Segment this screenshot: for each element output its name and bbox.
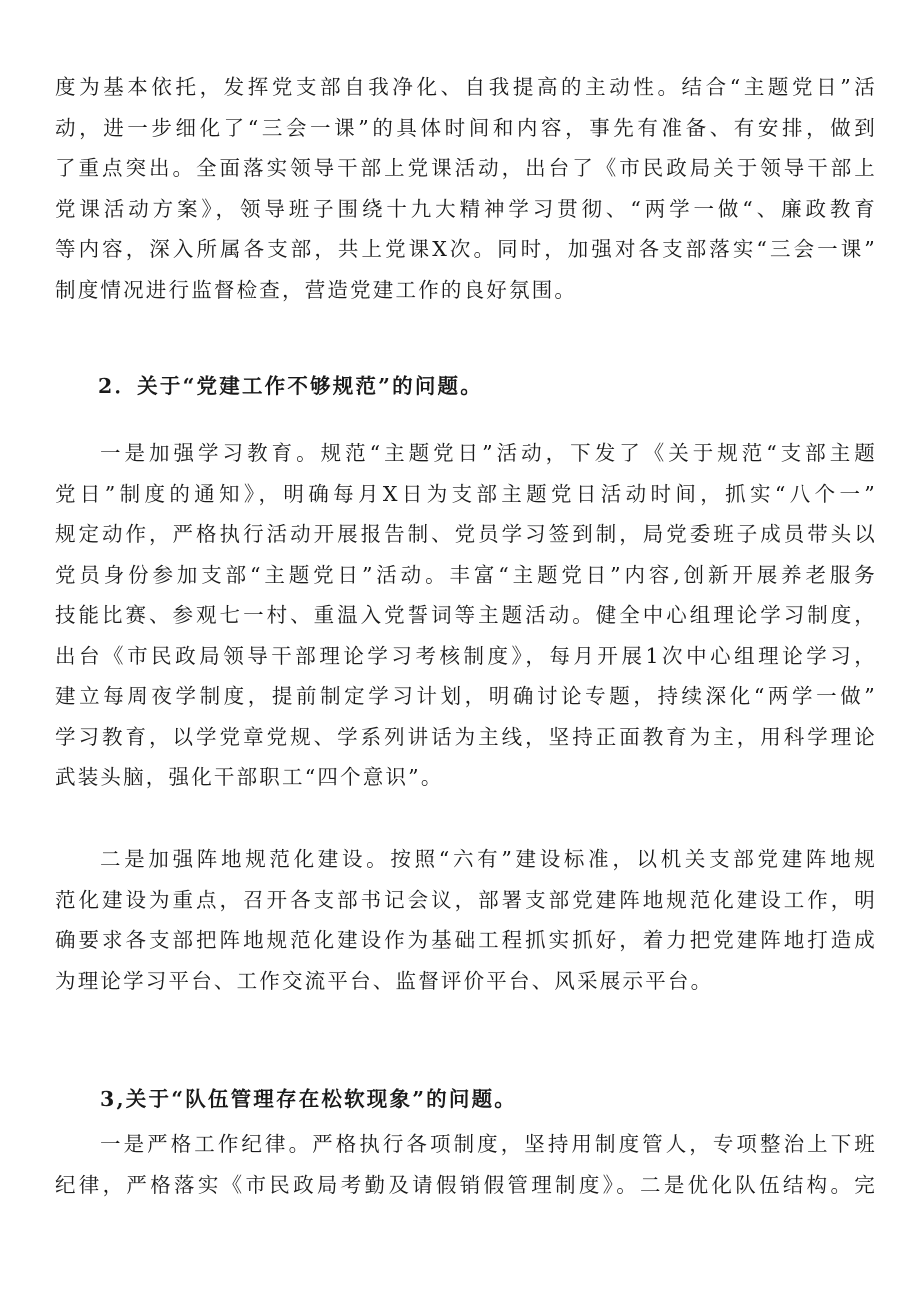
paragraph-line: 等内容，深入所属各支部，共上党课X次。同时，加强对各支部落实“三会一课”	[55, 237, 877, 261]
paragraph-line: 出台《市民政局领导干部理论学习考核制度》，每月开展1次中心组理论学习，	[55, 643, 877, 668]
paragraph-line: 度为基本依托，发挥党支部自我净化、自我提高的主动性。结合“主题党日”活	[55, 75, 877, 99]
paragraph-line: 党员身份参加支部“主题党日”活动。丰富“主题党日”内容,创新开展养老服务	[55, 562, 877, 587]
paragraph-line: 为理论学习平台、工作交流平台、监督评价平台、风采展示平台。	[55, 968, 714, 993]
paragraph-line: 动，进一步细化了“三会一课”的具体时间和内容，事先有准备、有安排，做到	[55, 115, 877, 140]
paragraph-line: 二是加强阵地规范化建设。按照“六有”建设标准，以机关支部党建阵地规	[100, 847, 877, 871]
paragraph-line: 范化建设为重点，召开各支部书记会议，部署支部党建阵地规范化建设工作，明	[55, 887, 877, 912]
paragraph-study-education	[55, 433, 877, 798]
paragraph-line: 武装头脑，强化干部职工“四个意识”。	[55, 765, 444, 789]
paragraph-line: 确要求各支部把阵地规范化建设作为基础工程抓实抓好，着力把党建阵地打造成	[55, 928, 877, 952]
heading-text: 3,关于“队伍管理存在松软现象”的问题。	[100, 1087, 517, 1111]
paragraph-line: 纪律，严格落实《市民政局考勤及请假销假管理制度》。二是优化队伍结构。完	[55, 1172, 877, 1197]
paragraph-line: 建立每周夜学制度，提前制定学习计划，明确讨论专题，持续深化“两学一做”	[55, 684, 877, 708]
paragraph-line: 党课活动方案》，领导班子围绕十九大精神学习贯彻、“两学一做“、廉政教育	[55, 196, 877, 221]
paragraph-work-discipline	[55, 1124, 877, 1205]
paragraph-line: 制度情况进行监督检查，营造党建工作的良好氛围。	[55, 277, 578, 302]
paragraph-line: 党日”制度的通知》，明确每月X日为支部主题党日活动时间，抓实“八个一”	[55, 481, 877, 506]
paragraph-party-lessons	[55, 67, 877, 310]
paragraph-position-building	[55, 839, 877, 1001]
paragraph-line: 了重点突出。全面落实领导干部上党课活动，出台了《市民政局关于领导干部上	[55, 156, 877, 180]
section-heading-3	[100, 1079, 878, 1120]
paragraph-line: 一是严格工作纪律。严格执行各项制度，坚持用制度管人，专项整治上下班	[100, 1132, 877, 1156]
paragraph-line: 学习教育，以学党章党规、学系列讲话为主线，坚持正面教育为主，用科学理论	[55, 724, 877, 749]
section-heading-2	[98, 366, 878, 407]
paragraph-line: 技能比赛、参观七一村、重温入党誓词等主题活动。健全中心组理论学习制度，	[55, 603, 877, 627]
paragraph-line: 一是加强学习教育。规范“主题党日”活动，下发了《关于规范“支部主题	[100, 441, 877, 465]
heading-text: 2．关于“党建工作不够规范”的问题。	[98, 374, 483, 398]
paragraph-line: 规定动作，严格执行活动开展报告制、党员学习签到制，局党委班子成员带头以	[55, 522, 877, 546]
